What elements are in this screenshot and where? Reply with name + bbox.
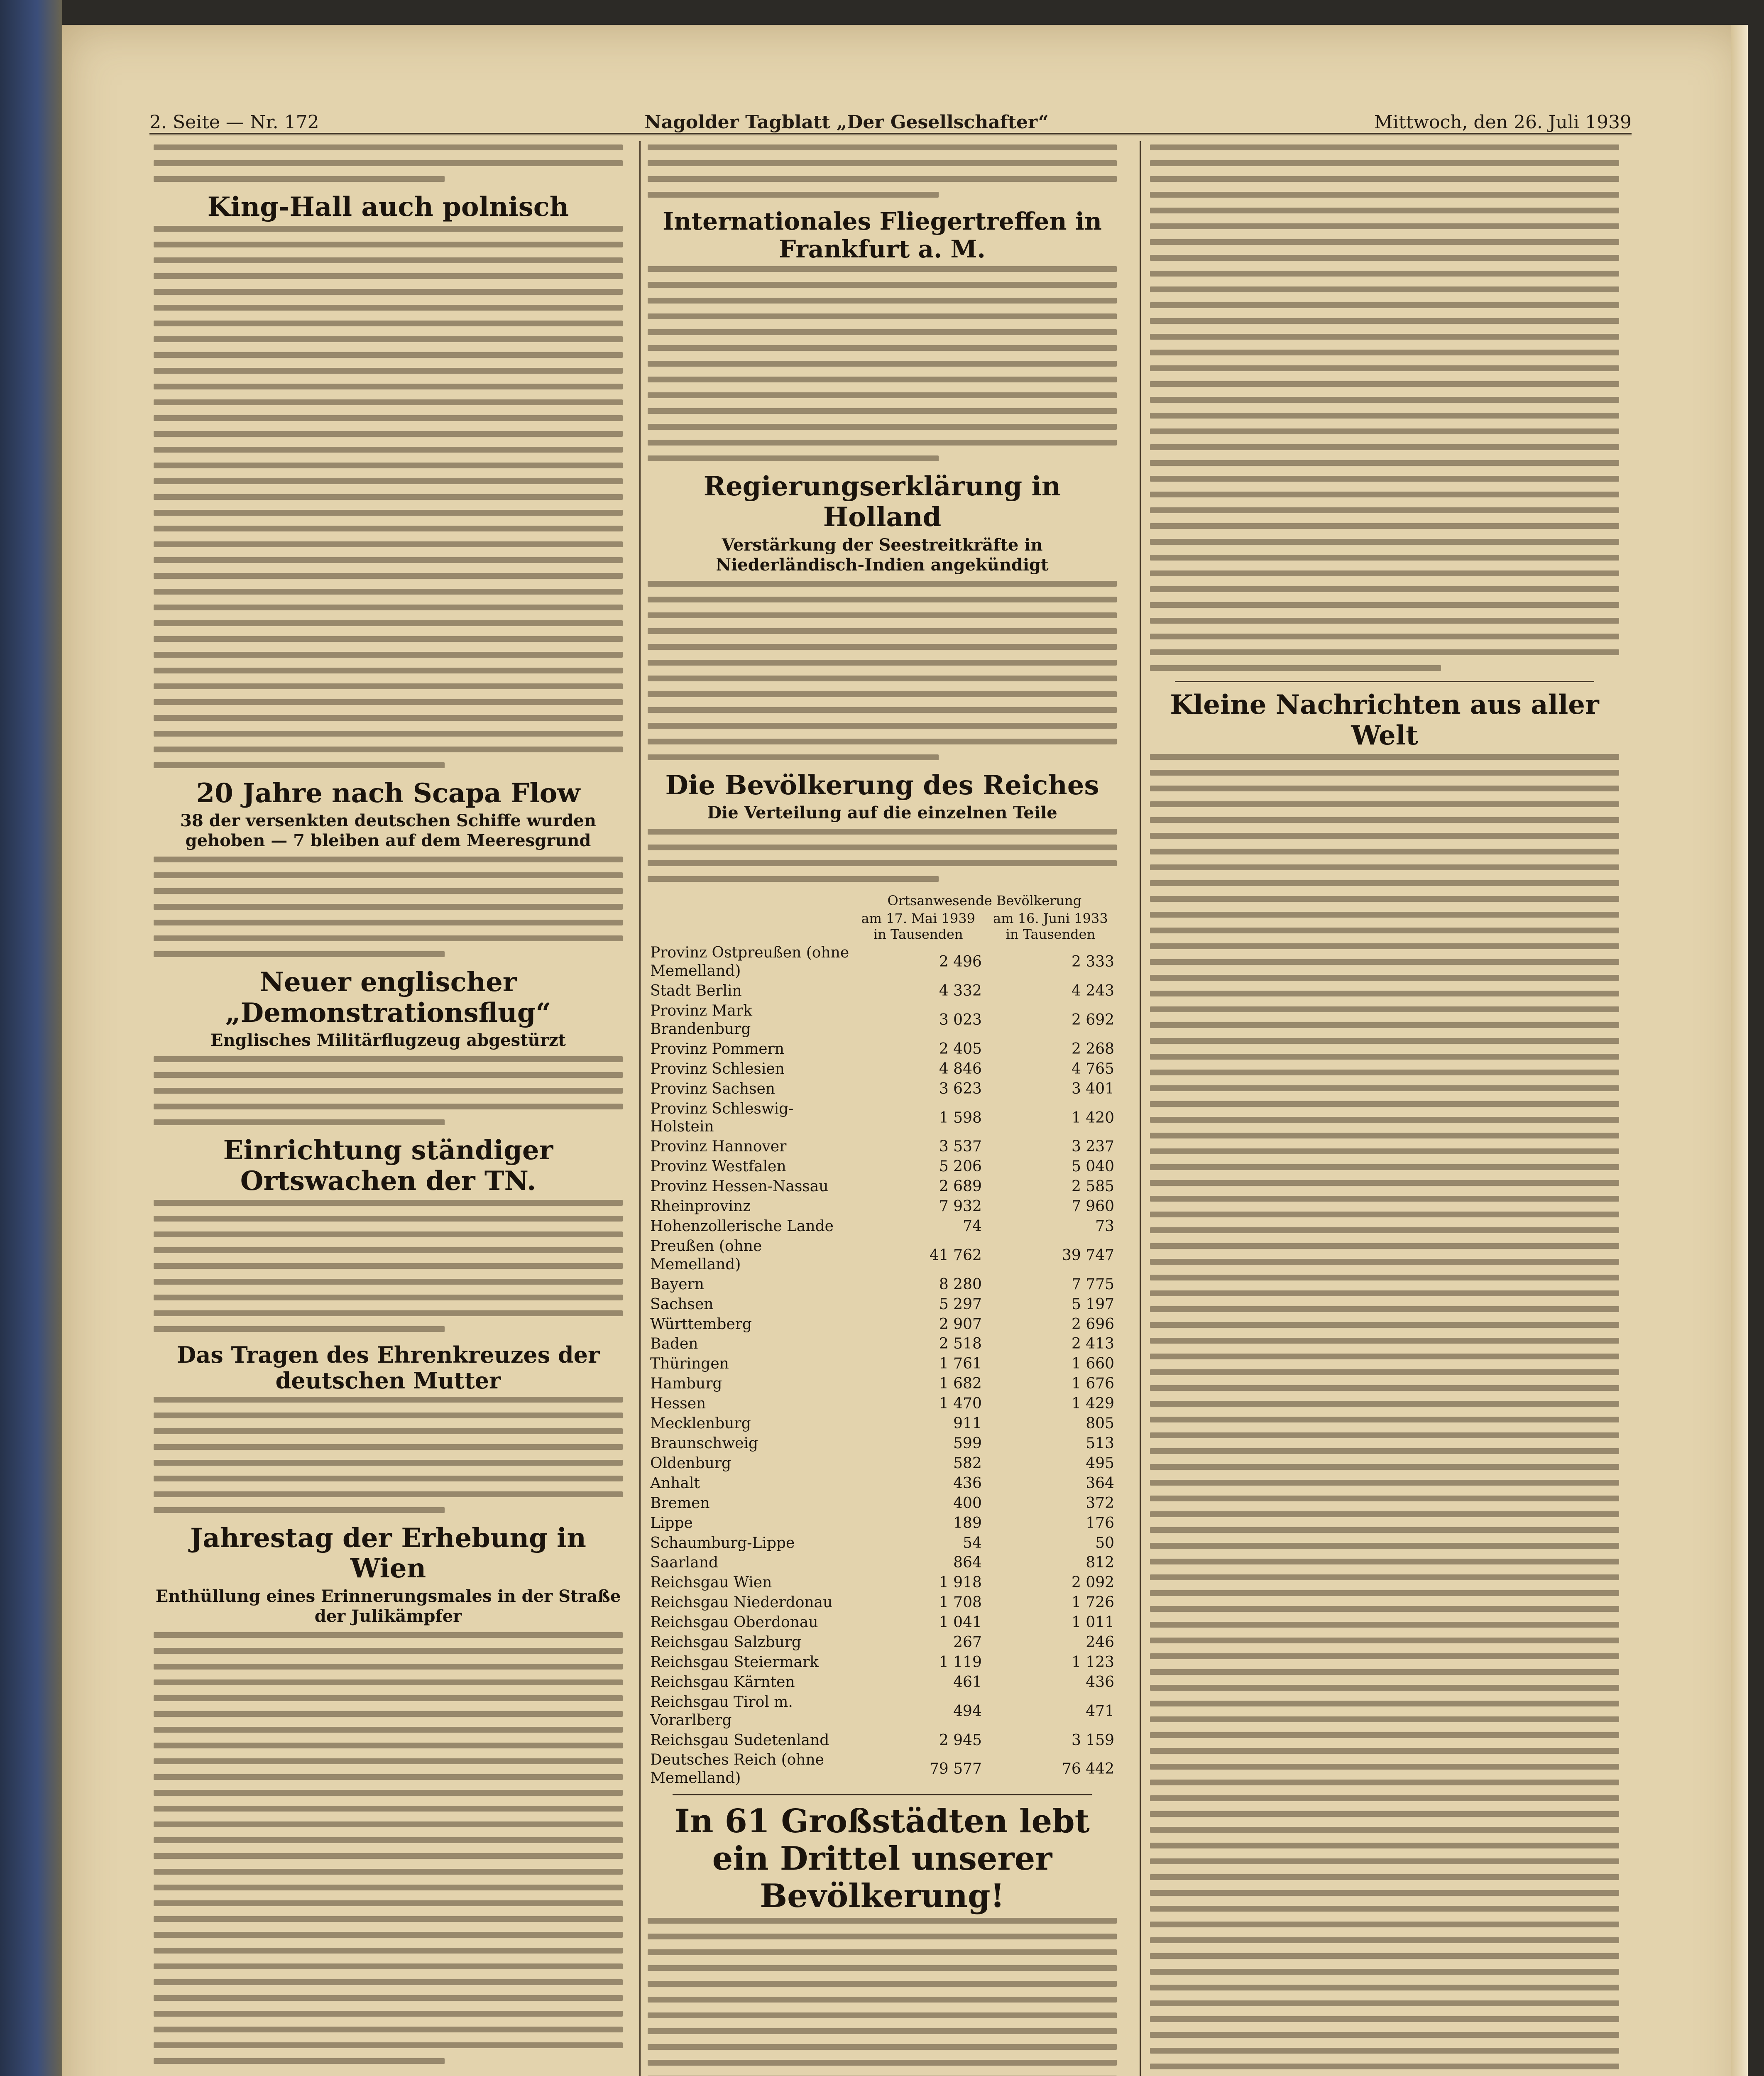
table-cell-value: 1 598 (939, 1109, 982, 1126)
subhead-bevoelkerung: Die Verteilung auf die einzelnen Teile (707, 803, 1057, 823)
table-cell-region: Württemberg (650, 1315, 752, 1333)
table-cell-value: 805 (1086, 1415, 1114, 1432)
table-cell-value: 1 660 (1071, 1355, 1114, 1373)
book-binding (0, 0, 62, 2076)
headline-holland: Regierungserklärung in Holland (703, 471, 1061, 533)
table-cell-region: Anhalt (650, 1474, 700, 1492)
table-cell-region: Hohenzollerische Lande (650, 1218, 834, 1235)
table-cell-value: 5 206 (939, 1158, 982, 1175)
table-cell-value: 495 (1086, 1454, 1114, 1472)
table-cell-value: 1 429 (1071, 1395, 1114, 1413)
headline-bevoelkerung: Die Bevölkerung des Reiches (665, 769, 1099, 801)
headline-fliegertreffen: Internationales Fliegertreffen in Frankfurt a. M. (663, 207, 1102, 263)
table-row (648, 1553, 1117, 1573)
text-block (154, 1397, 623, 1513)
table-cell-value: 2 945 (939, 1731, 982, 1749)
table-cell-value: 812 (1086, 1554, 1114, 1572)
population-table (648, 892, 1117, 1788)
table-cell-value: 7 960 (1071, 1198, 1114, 1215)
table-cell-value: 1 761 (939, 1355, 982, 1373)
table-row (648, 1157, 1117, 1177)
table-row (648, 1039, 1117, 1059)
table-cell-region: Rheinprovinz (650, 1198, 751, 1215)
table-row (648, 1001, 1117, 1039)
table-cell-value: 2 405 (939, 1040, 982, 1058)
table-cell-value: 864 (953, 1554, 982, 1572)
table-row (648, 1593, 1117, 1613)
table-cell-value: 8 280 (939, 1275, 982, 1293)
table-cell-value: 2 907 (939, 1315, 982, 1333)
table-cell-value: 3 623 (939, 1080, 982, 1097)
divider (1175, 681, 1594, 682)
table-cell-value: 372 (1086, 1494, 1114, 1512)
table-cell-region: Saarland (650, 1554, 719, 1572)
table-cell-region: Preußen (ohne Memelland) (650, 1237, 762, 1273)
page-edge (1731, 25, 1748, 2076)
table-row (648, 1731, 1117, 1750)
table-cell-value: 189 (953, 1514, 982, 1532)
text-block (1150, 144, 1619, 671)
table-row (648, 1474, 1117, 1493)
table-row (648, 1672, 1117, 1692)
table-cell-region: Deutsches Reich (ohne Memelland) (650, 1751, 824, 1787)
table-cell-value: 3 237 (1071, 1138, 1114, 1156)
table-cell-region: Lippe (650, 1514, 693, 1532)
table-cell-value: 364 (1086, 1474, 1114, 1492)
table-cell-value: 2 092 (1071, 1574, 1114, 1591)
table-cell-region: Provinz Sachsen (650, 1080, 775, 1097)
table-row (648, 1236, 1117, 1275)
text-block (648, 829, 1117, 882)
table-row (648, 1217, 1117, 1236)
table-cell-region: Provinz Ostpreußen (ohne Memelland) (650, 944, 849, 980)
subhead-scapa-flow: 38 der versenkten deutschen Schiffe wurden gehoben — 7 bleiben auf dem Meeresgrund (180, 811, 596, 851)
text-block (648, 1918, 1117, 2076)
table-cell-region: Provinz Hessen-Nassau (650, 1178, 829, 1195)
table-cell-region: Provinz Schleswig-Holstein (650, 1100, 794, 1136)
table-cell-value: 3 023 (939, 1011, 982, 1028)
table-row (648, 1374, 1117, 1394)
table-cell-region: Reichsgau Tirol m. Vorarlberg (650, 1693, 793, 1729)
table-cell-value: 79 577 (929, 1760, 982, 1778)
table-cell-value: 7 775 (1071, 1275, 1114, 1293)
column-rule (1140, 141, 1141, 2076)
table-row (648, 1354, 1117, 1374)
table-row (648, 1533, 1117, 1553)
headline-wien: Jahrestag der Erhebung in Wien (190, 1522, 586, 1584)
table-cell-value: 4 846 (939, 1060, 982, 1077)
table-cell-value: 176 (1086, 1514, 1114, 1532)
table-cell-value: 76 442 (1062, 1760, 1114, 1778)
table-row (648, 1613, 1117, 1633)
subhead-holland: Verstärkung der Seestreitkräfte in Niederländisch-Indien angekündigt (716, 535, 1049, 575)
text-block (1150, 754, 1619, 2076)
text-block (648, 266, 1117, 461)
text-block (154, 226, 623, 768)
table-cell-value: 2 496 (939, 953, 982, 971)
table-cell-value: 2 268 (1071, 1040, 1114, 1058)
subhead-demonstrationsflug: Englisches Militärflugzeug abgestürzt (210, 1031, 566, 1050)
header-date: Mittwoch, den 26. Juli 1939 (1374, 112, 1632, 133)
table-cell-value: 4 765 (1071, 1060, 1114, 1077)
table-col-1939: am 17. Mai 1939 in Tausenden (861, 910, 975, 942)
table-row (648, 1275, 1117, 1295)
headline-ortswachen: Einrichtung ständiger Ortswachen der TN. (223, 1135, 553, 1197)
headline-grossstaedte: In 61 Großstädten lebt ein Drittel unserer Bevölkerung! (675, 1802, 1090, 1915)
table-cell-value: 436 (953, 1474, 982, 1492)
table-cell-value: 2 413 (1071, 1335, 1114, 1353)
table-cell-value: 3 159 (1071, 1731, 1114, 1749)
table-cell-region: Reichsgau Salzburg (650, 1634, 801, 1651)
table-cell-region: Schaumburg-Lippe (650, 1534, 795, 1552)
table-row (648, 1692, 1117, 1731)
text-block (648, 144, 1117, 198)
headline-ehrenkreuz: Das Tragen des Ehrenkreuzes der deutschen Mutter (176, 1341, 600, 1394)
table-cell-value: 5 197 (1071, 1295, 1114, 1313)
text-block (154, 144, 623, 182)
table-cell-region: Reichsgau Niederdonau (650, 1594, 833, 1611)
table-cell-value: 1 119 (939, 1653, 982, 1671)
text-block (154, 1200, 623, 1332)
table-cell-value: 1 041 (939, 1614, 982, 1631)
table-cell-region: Stadt Berlin (650, 982, 742, 1000)
table-row (648, 1079, 1117, 1099)
table-cell-value: 1 708 (939, 1594, 982, 1611)
table-cell-value: 2 333 (1071, 953, 1114, 971)
table-row (648, 1177, 1117, 1197)
table-cell-value: 267 (953, 1634, 982, 1651)
table-cell-value: 2 518 (939, 1335, 982, 1353)
page-header (149, 95, 1632, 135)
table-cell-value: 39 747 (1062, 1246, 1114, 1264)
table-cell-value: 1 676 (1071, 1375, 1114, 1393)
table-cell-value: 7 932 (939, 1198, 982, 1215)
table-cell-region: Reichsgau Wien (650, 1574, 772, 1591)
text-block (648, 581, 1117, 760)
table-cell-value: 54 (963, 1534, 982, 1552)
column-rule (639, 141, 641, 2076)
table-cell-region: Bremen (650, 1494, 710, 1512)
table-row (648, 1295, 1117, 1315)
table-cell-value: 246 (1086, 1634, 1114, 1651)
table-row (648, 1414, 1117, 1434)
table-cell-value: 1 123 (1071, 1653, 1114, 1671)
table-cell-value: 1 470 (939, 1395, 982, 1413)
table-cell-value: 436 (1086, 1673, 1114, 1691)
table-cell-region: Bayern (650, 1275, 704, 1293)
table-cell-value: 3 401 (1071, 1080, 1114, 1097)
table-cell-region: Provinz Westfalen (650, 1158, 786, 1175)
table-row (648, 1454, 1117, 1474)
table-cell-value: 73 (1095, 1218, 1114, 1235)
headline-kleine-nachrichten: Kleine Nachrichten aus aller Welt (1170, 689, 1599, 751)
table-cell-region: Provinz Hannover (650, 1138, 787, 1156)
table-cell-region: Reichsgau Oberdonau (650, 1614, 818, 1631)
table-cell-region: Provinz Pommern (650, 1040, 784, 1058)
table-cell-value: 513 (1086, 1435, 1114, 1452)
column-3 (1150, 141, 1619, 2076)
table-cell-region: Provinz Mark Brandenburg (650, 1002, 752, 1038)
table-cell-value: 2 689 (939, 1178, 982, 1195)
table-row (648, 1137, 1117, 1157)
table-cell-region: Hessen (650, 1395, 706, 1413)
column-1 (154, 141, 623, 2076)
table-cell-value: 2 692 (1071, 1011, 1114, 1028)
table-cell-value: 400 (953, 1494, 982, 1512)
table-row (648, 1434, 1117, 1454)
table-row (648, 981, 1117, 1001)
table-cell-region: Reichsgau Sudetenland (650, 1731, 829, 1749)
table-cell-value: 41 762 (929, 1246, 982, 1264)
table-cell-value: 4 243 (1071, 982, 1114, 1000)
table-cell-region: Mecklenburg (650, 1415, 751, 1432)
table-cell-value: 1 011 (1071, 1614, 1114, 1631)
table-cell-value: 1 682 (939, 1375, 982, 1393)
table-cell-value: 5 040 (1071, 1158, 1114, 1175)
table-row (648, 1099, 1117, 1137)
headline-demonstrationsflug: Neuer englischer „Demonstrationsflug“ (225, 967, 551, 1028)
table-cell-value: 2 696 (1071, 1315, 1114, 1333)
table-cell-value: 494 (953, 1702, 982, 1720)
table-cell-region: Hamburg (650, 1375, 722, 1393)
table-cell-region: Provinz Schlesien (650, 1060, 785, 1077)
table-cell-value: 582 (953, 1454, 982, 1472)
table-cell-region: Reichsgau Steiermark (650, 1653, 819, 1671)
masthead: Nagolder Tagblatt „Der Gesellschafter“ (644, 112, 1049, 133)
table-row (648, 1652, 1117, 1672)
table-col-1933: am 16. Juni 1933 in Tausenden (993, 910, 1108, 942)
table-row (648, 943, 1117, 981)
text-block (154, 1632, 623, 2064)
table-row (648, 1394, 1117, 1414)
table-row (648, 1315, 1117, 1334)
table-row (648, 1750, 1117, 1788)
table-row (648, 1059, 1117, 1079)
table-cell-value: 471 (1086, 1702, 1114, 1720)
table-cell-region: Baden (650, 1335, 698, 1353)
column-2 (648, 141, 1117, 2076)
table-cell-value: 2 585 (1071, 1178, 1114, 1195)
table-row (648, 1197, 1117, 1217)
text-block (154, 857, 623, 957)
table-cell-region: Oldenburg (650, 1454, 732, 1472)
subhead-wien: Enthüllung eines Erinnerungsmales in der Straße der Julikämpfer (155, 1586, 621, 1626)
table-row (648, 1513, 1117, 1533)
table-cell-value: 74 (963, 1218, 982, 1235)
table-row (648, 1334, 1117, 1354)
text-block (154, 1056, 623, 1125)
table-cell-region: Braunschweig (650, 1435, 758, 1452)
table-cell-value: 5 297 (939, 1295, 982, 1313)
headline-king-hall: King-Hall auch polnisch (207, 191, 569, 223)
table-cell-region: Sachsen (650, 1295, 714, 1313)
table-row (648, 1573, 1117, 1593)
table-cell-value: 911 (953, 1415, 982, 1432)
table-cell-value: 461 (953, 1673, 982, 1691)
table-cell-value: 50 (1095, 1534, 1114, 1552)
table-cell-value: 599 (953, 1435, 982, 1452)
table-cell-region: Thüringen (650, 1355, 729, 1373)
table-cell-value: 3 537 (939, 1138, 982, 1156)
table-cell-value: 1 918 (939, 1574, 982, 1591)
divider (673, 1794, 1092, 1795)
table-cell-value: 4 332 (939, 982, 982, 1000)
table-cell-value: 1 726 (1071, 1594, 1114, 1611)
table-cell-region: Reichsgau Kärnten (650, 1673, 795, 1691)
table-row (648, 1493, 1117, 1513)
table-group-header: Ortsanwesende Bevölkerung (887, 893, 1082, 909)
headline-scapa-flow: 20 Jahre nach Scapa Flow (196, 777, 580, 809)
table-row (648, 1633, 1117, 1652)
table-cell-value: 1 420 (1071, 1109, 1114, 1126)
header-left: 2. Seite — Nr. 172 (149, 112, 319, 133)
